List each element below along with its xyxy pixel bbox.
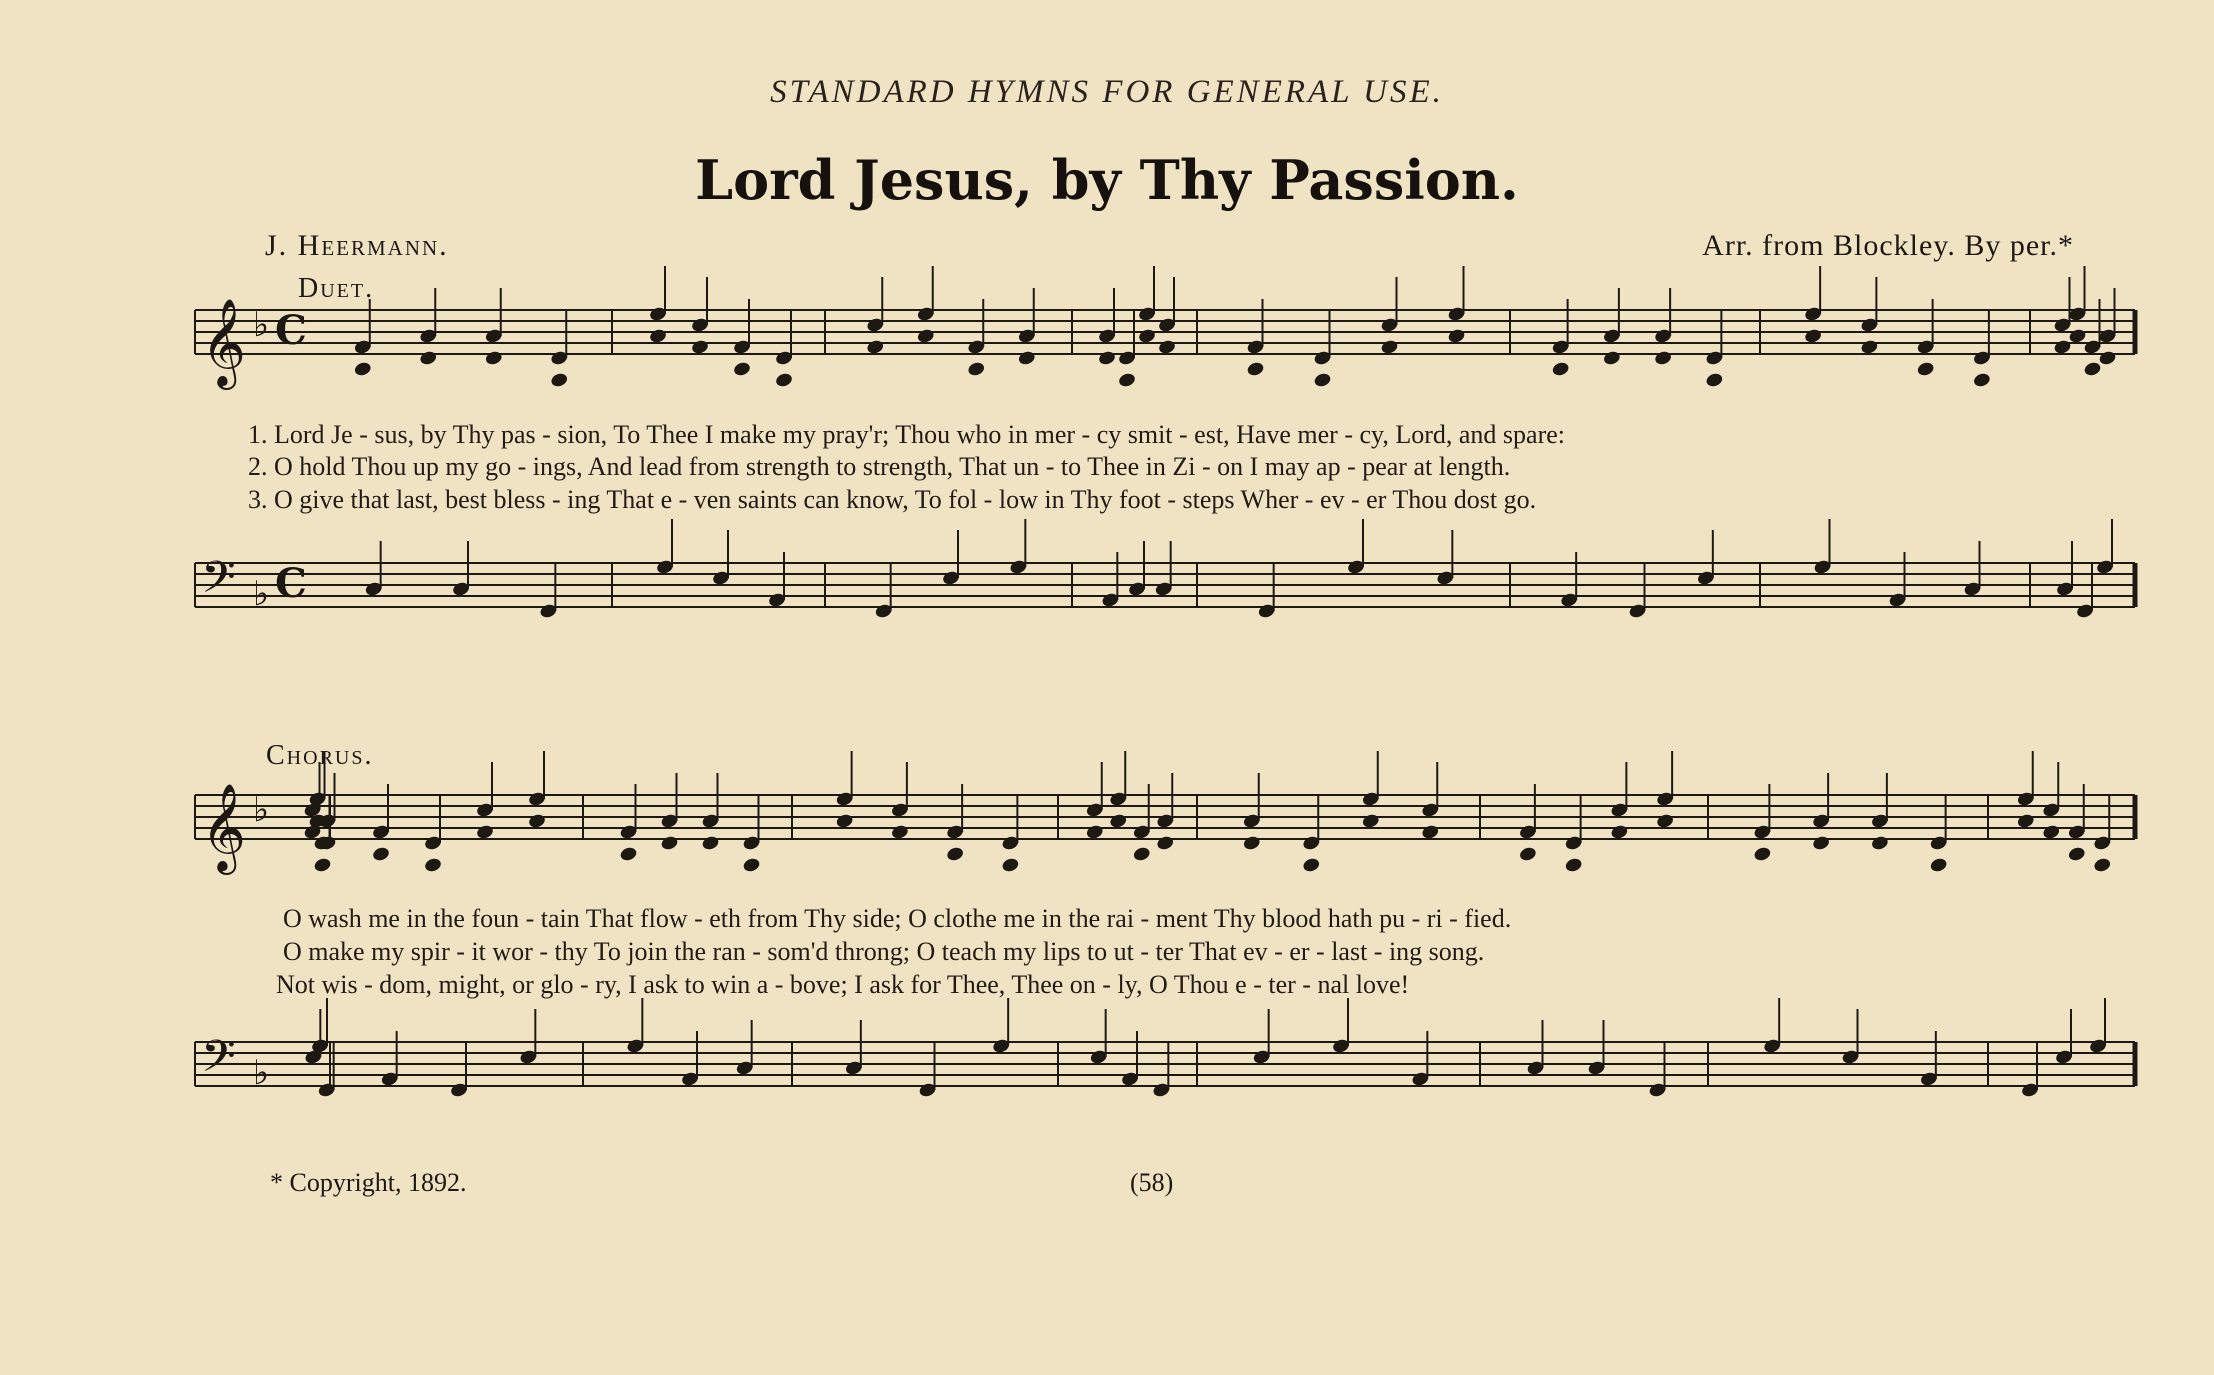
note-head xyxy=(1870,835,1889,852)
flat-sign: ♭ xyxy=(253,305,270,345)
note-head xyxy=(2068,328,2087,345)
note-head xyxy=(1447,328,1466,345)
note-head xyxy=(1156,835,1175,852)
note-head xyxy=(2083,361,2102,378)
note-head xyxy=(1564,857,1583,874)
verse-line-1: 1. Lord Je - sus, by Thy pas - sion, To Thee I make my pray'r; Thou who in mer - cy smit - est, Have mer - cy, Lord, and spare: xyxy=(248,420,1566,449)
note-head xyxy=(701,835,720,852)
note-head xyxy=(1610,824,1629,841)
note-head xyxy=(1860,339,1879,356)
note-head xyxy=(2067,846,2086,863)
note-head xyxy=(1654,350,1673,367)
note-head xyxy=(475,824,494,841)
note-head xyxy=(2098,350,2117,367)
common-time: C xyxy=(275,307,307,354)
note-head xyxy=(1972,372,1991,389)
note-head xyxy=(866,339,885,356)
note-head xyxy=(1753,846,1772,863)
treble-clef: 𝄞 xyxy=(201,297,246,386)
duet-label: Duet. xyxy=(298,273,375,304)
verse-line-2: 2. O hold Thou up my go - ings, And lead from strength to strength, That un - to Thee in Zi - on I may ap - pear at length. xyxy=(248,452,1511,481)
note-head xyxy=(2016,813,2035,830)
note-head xyxy=(1313,372,1332,389)
note-head xyxy=(619,846,638,863)
note-head xyxy=(1097,350,1116,367)
note-head xyxy=(1916,361,1935,378)
note-head xyxy=(1157,339,1176,356)
note-head xyxy=(946,846,965,863)
note-head xyxy=(660,835,679,852)
note-head xyxy=(1117,372,1136,389)
note-head xyxy=(550,372,569,389)
note-head xyxy=(419,350,438,367)
note-head xyxy=(1137,328,1156,345)
note-head xyxy=(1109,813,1128,830)
note-head xyxy=(1812,835,1831,852)
note-head xyxy=(1302,857,1321,874)
flat-sign: ♭ xyxy=(253,1053,270,1093)
bass-clef: 𝄢 xyxy=(201,551,236,614)
note-head xyxy=(835,813,854,830)
note-head xyxy=(527,813,546,830)
note-head xyxy=(1361,813,1380,830)
chorus-label: Chorus. xyxy=(266,740,374,771)
note-head xyxy=(1421,824,1440,841)
copyright-footnote: * Copyright, 1892. xyxy=(270,1168,467,1197)
note-head xyxy=(2053,339,2072,356)
arranger-credit: Arr. from Blockley. By per.* xyxy=(1702,229,2074,262)
note-head xyxy=(1017,350,1036,367)
note-head xyxy=(2093,857,2112,874)
note-head xyxy=(890,824,909,841)
note-head xyxy=(732,361,751,378)
note-head xyxy=(1132,846,1151,863)
note-head xyxy=(1001,857,1020,874)
running-head: STANDARD HYMNS FOR GENERAL USE. xyxy=(770,74,1444,110)
note-head xyxy=(1551,361,1570,378)
note-head xyxy=(916,328,935,345)
note-head xyxy=(1929,857,1948,874)
note-head xyxy=(313,857,332,874)
note-head xyxy=(1085,824,1104,841)
note-head xyxy=(1656,813,1675,830)
flat-sign: ♭ xyxy=(253,574,270,614)
note-head xyxy=(423,857,442,874)
treble-clef: 𝄞 xyxy=(201,782,246,871)
note-head xyxy=(690,339,709,356)
page-number: (58) xyxy=(1130,1168,1174,1197)
bass-clef: 𝄢 xyxy=(201,1030,236,1093)
note-head xyxy=(967,361,986,378)
note-head xyxy=(1380,339,1399,356)
note-head xyxy=(648,328,667,345)
verse-line-3: 3. O give that last, best bless - ing That e - ven saints can know, To fol - low in Thy foot - steps Wher - ev - er Thou dost go. xyxy=(248,485,1537,514)
note-head xyxy=(1602,350,1621,367)
common-time: C xyxy=(275,560,307,607)
note-head xyxy=(353,361,372,378)
chorus-line-2: O make my spir - it wor - thy To join the ran - som'd throng; O teach my lips to ut - ter That ev - er - last - ing song. xyxy=(283,937,1485,966)
chorus-line-1: O wash me in the foun - tain That flow - eth from Thy side; O clothe me in the rai - ment Thy blood hath pu - ri - fied. xyxy=(283,904,1512,933)
note-head xyxy=(1518,846,1537,863)
note-head xyxy=(1246,361,1265,378)
note-head xyxy=(1705,372,1724,389)
note-head xyxy=(1804,328,1823,345)
note-head xyxy=(1242,835,1261,852)
note-head xyxy=(484,350,503,367)
author-credit: J. Heermann. xyxy=(265,229,449,262)
note-head xyxy=(774,372,793,389)
note-head xyxy=(742,857,761,874)
chorus-line-3: Not wis - dom, might, or glo - ry, I ask to win a - bove; I ask for Thee, Thee on - ly, O Thou e - ter - nal love! xyxy=(276,970,1410,999)
hymn-title: Lord Jesus, by Thy Passion. xyxy=(695,148,1519,212)
flat-sign: ♭ xyxy=(253,790,270,830)
note-head xyxy=(371,846,390,863)
note-head xyxy=(2042,824,2061,841)
